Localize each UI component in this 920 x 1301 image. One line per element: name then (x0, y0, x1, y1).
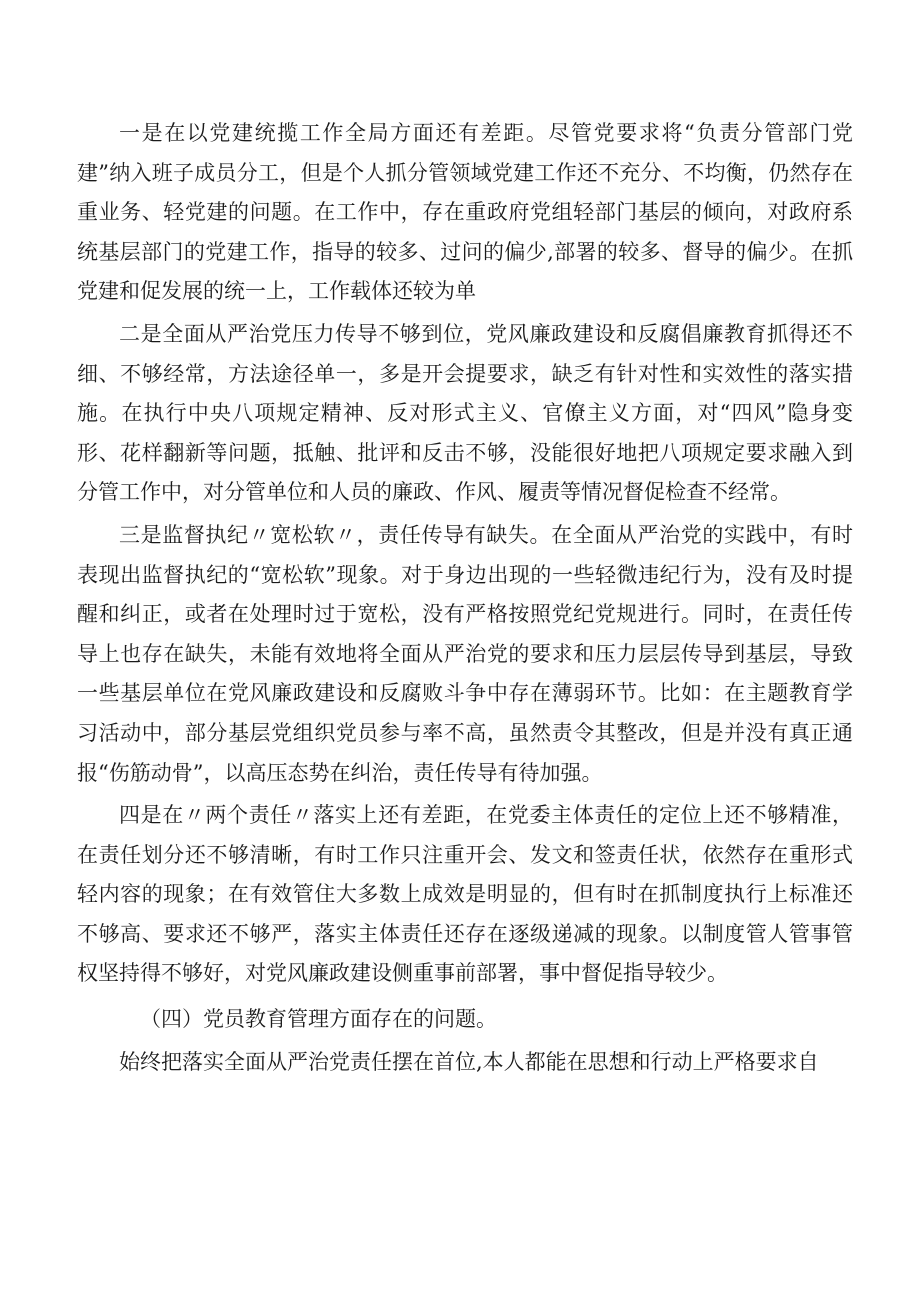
paragraph-2: 二是全面从严治党压力传导不够到位，党风廉政建设和反腐倡廉教育抓得还不细、不够经常，方法途径单一，多是开会提要求，缺乏有针对性和实效性的落实措施。在执行中央八项规定精神、反对形式主义、官僚主义方面，对“四风”隐身变形、花样翻新等问题，抵触、批评和反击不够，没能很好地把八项规定要求融入到分管工作中，对分管单位和人员的廉政、作风、履责等情况督促检查不经常。 (77, 321, 853, 505)
closing-paragraph: 始终把落实全面从严治党责任摆在首位,本人都能在思想和行动上严格要求自 (119, 1049, 819, 1074)
section-heading: （四）党员教育管理方面存在的问题。 (140, 1007, 497, 1032)
document-body (77, 114, 853, 1082)
paragraph-1: 一是在以党建统揽工作全局方面还有差距。尽管党要求将“负责分管部门党建”纳入班子成员分工，但是个人抓分管领域党建工作还不充分、不均衡，仍然存在重业务、轻党建的问题。在工作中，存在重政府党组轻部门基层的倾向，对政府系统基层部门的党建工作，指导的较多、过问的偏少,部署的较多、督导的偏少。在抓党建和促发展的统一上，工作载体还较为单 (77, 121, 853, 304)
paragraph-3: 三是监督执纪〃宽松软〃，责任传导有缺失。在全面从严治党的实践中，有时表现出监督执纪的“宽松软”现象。对于身边出现的一些轻微违纪行为，没有及时提醒和纠正，或者在处理时过于宽松，没有严格按照党纪党规进行。同时，在责任传导上也存在缺失，未能有效地将全面从严治党的要求和压力层层传导到基层，导致一些基层单位在党风廉政建设和反腐败斗争中存在薄弱环节。比如：在主题教育学习活动中，部分基层党组织党员参与率不高，虽然责令其整改，但是并没有真正通报“伤筋动骨”，以高压态势在纠治，责任传导有待加强。 (77, 522, 853, 785)
paragraph-4: 四是在〃两个责任〃落实上还有差距，在党委主体责任的定位上还不够精准，在责任划分还不够清晰，有时工作只注重开会、发文和签责任状，依然存在重形式轻内容的现象；在有效管住大多数上成效是明显的，但有时在抓制度执行上标准还不够高、要求还不够严，落实主体责任还存在逐级递减的现象。以制度管人管事管权坚持得不够好，对党风廉政建设侧重事前部署，事中督促指导较少。 (77, 803, 853, 986)
